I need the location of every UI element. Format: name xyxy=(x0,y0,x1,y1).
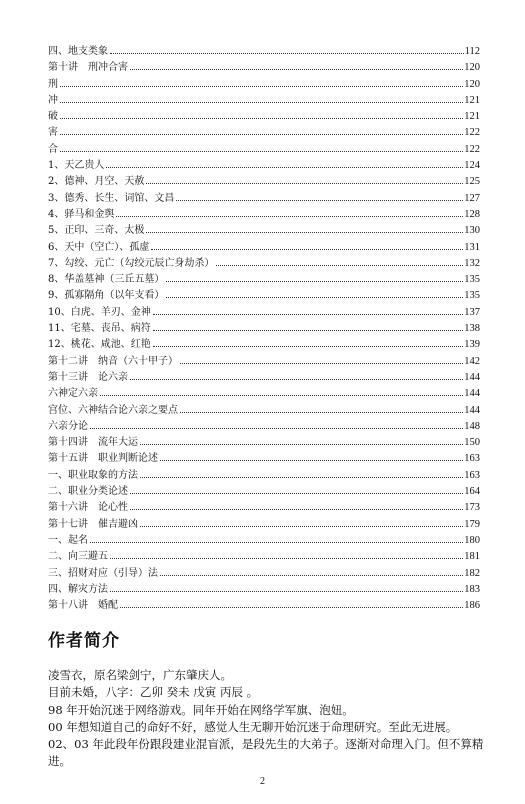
toc-entry xyxy=(48,500,480,516)
toc-entry-page: 180 xyxy=(464,534,480,546)
toc-entry-label: 第十二讲 纳音（六十甲子） xyxy=(48,355,178,367)
section-heading: 作者简介 xyxy=(48,631,120,651)
dot-leader xyxy=(166,296,463,298)
toc-entry xyxy=(48,517,480,533)
toc-entry-page: 163 xyxy=(464,469,480,481)
dot-leader xyxy=(116,215,463,217)
toc-entry xyxy=(48,288,480,304)
toc-entry xyxy=(48,109,480,125)
dot-leader xyxy=(110,52,464,54)
toc-entry xyxy=(48,256,480,272)
toc-entry-label: 1、天乙贵人 xyxy=(48,160,105,172)
toc-entry-page: 122 xyxy=(464,127,480,139)
toc-entry xyxy=(48,191,480,207)
dot-leader xyxy=(146,231,463,233)
toc-entry-page: 121 xyxy=(464,94,480,106)
toc-entry-label: 第十三讲 论六亲 xyxy=(48,371,128,383)
dot-leader xyxy=(140,443,463,445)
toc-entry-label: 11、宅墓、丧吊、病符 xyxy=(48,323,151,335)
toc-entry xyxy=(48,174,480,190)
toc-entry-label: 四、解灾方法 xyxy=(48,583,108,595)
toc-entry xyxy=(48,305,480,321)
bio-paragraph: 凌雪衣，原名梁剑宁，广东肇庆人。 xyxy=(48,668,232,682)
toc-entry-page: 182 xyxy=(464,567,480,579)
toc-entry-label: 第十讲 刑冲合害 xyxy=(48,62,128,74)
toc-entry-label: 第十八讲 婚配 xyxy=(48,600,118,612)
dot-leader xyxy=(146,182,463,184)
table-of-contents xyxy=(48,44,480,614)
toc-entry-page: 124 xyxy=(464,160,480,172)
dot-leader xyxy=(90,541,463,543)
toc-entry-label: 刑 xyxy=(48,78,58,90)
dot-leader xyxy=(130,68,463,70)
toc-entry-page: 130 xyxy=(464,225,480,237)
toc-entry-page: 137 xyxy=(464,306,480,318)
bio-paragraph: 98 年开始沉迷于网络游戏。同年开始在网络学军旗、泡妞。 xyxy=(48,702,354,717)
dot-leader xyxy=(60,85,463,87)
dot-leader xyxy=(151,248,463,250)
toc-entry-page: 163 xyxy=(464,453,480,465)
dot-leader xyxy=(130,378,463,380)
toc-entry-label: 宫位、六神结合论六亲之要点 xyxy=(48,404,178,416)
toc-entry-page: 121 xyxy=(464,111,480,123)
toc-entry-label: 9、孤寡隔角（以年支看） xyxy=(48,290,165,302)
toc-entry xyxy=(48,598,480,614)
toc-entry-label: 第十五讲 职业判断论述 xyxy=(48,453,158,465)
toc-entry xyxy=(48,435,480,451)
toc-entry-page: 148 xyxy=(464,420,480,432)
toc-entry-label: 3、德秀、长生、词馆、文昌 xyxy=(48,192,175,204)
dot-leader xyxy=(176,199,463,201)
toc-entry xyxy=(48,419,480,435)
dot-leader xyxy=(60,117,463,119)
toc-entry-page: 183 xyxy=(464,583,480,595)
dot-leader xyxy=(180,411,463,413)
toc-entry-label: 4、驿马和金舆 xyxy=(48,208,115,220)
toc-entry xyxy=(48,321,480,337)
dot-leader xyxy=(100,394,463,396)
toc-entry-label: 合 xyxy=(48,143,58,155)
toc-entry xyxy=(48,370,480,386)
dot-leader xyxy=(166,280,463,282)
toc-entry-page: 131 xyxy=(464,241,480,253)
author-bio xyxy=(48,667,488,771)
toc-entry xyxy=(48,207,480,223)
toc-entry-label: 破 xyxy=(48,111,58,123)
dot-leader xyxy=(106,166,463,168)
toc-entry-page: 135 xyxy=(464,290,480,302)
toc-entry xyxy=(48,93,480,109)
toc-entry xyxy=(48,125,480,141)
dot-leader xyxy=(160,459,463,461)
dot-leader xyxy=(130,492,463,494)
page-number: 2 xyxy=(260,776,265,787)
toc-entry-label: 8、华盖墓神（三丘五墓） xyxy=(48,274,165,286)
dot-leader xyxy=(60,133,463,135)
toc-entry-page: 128 xyxy=(464,208,480,220)
bio-paragraph: 02、03 年此段年份跟段建业混盲派，是段先生的大弟子。逐渐对命理入门。但不算精进。 xyxy=(48,737,484,769)
dot-leader xyxy=(180,362,463,364)
toc-entry-label: 5、正印、三奇、太极 xyxy=(48,225,145,237)
toc-entry-page: 144 xyxy=(464,371,480,383)
toc-entry xyxy=(48,77,480,93)
dot-leader xyxy=(110,557,463,559)
toc-entry-label: 一、起名 xyxy=(48,534,88,546)
toc-entry xyxy=(48,158,480,174)
toc-entry xyxy=(48,468,480,484)
toc-entry-page: 120 xyxy=(464,62,480,74)
toc-entry xyxy=(48,337,480,353)
toc-entry-page: 127 xyxy=(464,192,480,204)
toc-entry xyxy=(48,566,480,582)
toc-entry xyxy=(48,60,480,76)
toc-entry-label: 六神定六亲 xyxy=(48,388,98,400)
dot-leader xyxy=(153,345,464,347)
toc-entry xyxy=(48,582,480,598)
toc-entry-label: 第十六讲 论心性 xyxy=(48,502,128,514)
bio-paragraph: 目前未婚，八字：乙卯 癸未 戊寅 丙辰 。 xyxy=(48,685,259,700)
dot-leader xyxy=(140,476,463,478)
toc-entry-page: 144 xyxy=(464,388,480,400)
toc-entry xyxy=(48,354,480,370)
toc-entry-page: 164 xyxy=(464,486,480,498)
dot-leader xyxy=(90,427,463,429)
bio-paragraph: 00 年想知道自己的命好不好，感觉人生无聊开始沉迷于命理研究。至此无进展。 xyxy=(48,719,458,734)
toc-entry-page: 135 xyxy=(464,274,480,286)
toc-entry-label: 二、职业分类论述 xyxy=(48,486,128,498)
dot-leader xyxy=(153,313,464,315)
toc-entry-page: 142 xyxy=(464,355,480,367)
dot-leader xyxy=(140,525,463,527)
toc-entry-label: 二、向三避五 xyxy=(48,551,108,563)
toc-entry-label: 害 xyxy=(48,127,58,139)
toc-entry-label: 一、职业取象的方法 xyxy=(48,469,138,481)
toc-entry xyxy=(48,223,480,239)
toc-entry xyxy=(48,484,480,500)
toc-entry-page: 181 xyxy=(464,551,480,563)
toc-entry-page: 112 xyxy=(464,46,480,57)
toc-entry xyxy=(48,386,480,402)
toc-entry xyxy=(48,403,480,419)
toc-entry-label: 冲 xyxy=(48,94,58,106)
toc-entry-page: 139 xyxy=(464,339,480,351)
toc-entry-label: 六亲分论 xyxy=(48,420,88,432)
toc-entry-page: 150 xyxy=(464,437,480,449)
toc-entry-page: 179 xyxy=(464,518,480,530)
dot-leader xyxy=(216,264,463,266)
toc-entry-label: 第十四讲 流年大运 xyxy=(48,437,138,449)
toc-entry-page: 144 xyxy=(464,404,480,416)
toc-entry-page: 125 xyxy=(464,176,480,188)
toc-entry xyxy=(48,451,480,467)
dot-leader xyxy=(160,574,463,576)
dot-leader xyxy=(130,508,463,510)
toc-entry-label: 三、招财对应（引导）法 xyxy=(48,567,158,579)
toc-entry xyxy=(48,240,480,256)
dot-leader xyxy=(110,590,463,592)
dot-leader xyxy=(60,150,463,152)
toc-entry xyxy=(48,142,480,158)
dot-leader xyxy=(120,606,463,608)
toc-entry-label: 12、桃花、咸池、红艳 xyxy=(48,339,151,351)
dot-leader xyxy=(60,101,463,103)
toc-entry-page: 173 xyxy=(464,502,480,514)
toc-entry-page: 138 xyxy=(464,323,480,335)
toc-entry-page: 186 xyxy=(464,600,480,612)
toc-entry-page: 122 xyxy=(464,143,480,155)
toc-entry-label: 2、德神、月空、天赦 xyxy=(48,176,145,188)
toc-entry-page: 132 xyxy=(464,257,480,269)
toc-entry xyxy=(48,549,480,565)
toc-entry-label: 6、天中（空亡）、孤虚 xyxy=(48,241,150,253)
dot-leader xyxy=(153,329,464,331)
toc-entry xyxy=(48,44,480,60)
toc-entry xyxy=(48,533,480,549)
toc-entry-page: 120 xyxy=(464,78,480,90)
toc-entry-label: 7、勾绞、元亡（勾绞元辰亡身劫杀） xyxy=(48,257,215,269)
toc-entry-label: 10、白虎、羊刃、金神 xyxy=(48,306,151,318)
toc-entry xyxy=(48,272,480,288)
toc-entry-label: 四、地支类象 xyxy=(48,46,108,57)
toc-entry-label: 第十七讲 催吉避凶 xyxy=(48,518,138,530)
